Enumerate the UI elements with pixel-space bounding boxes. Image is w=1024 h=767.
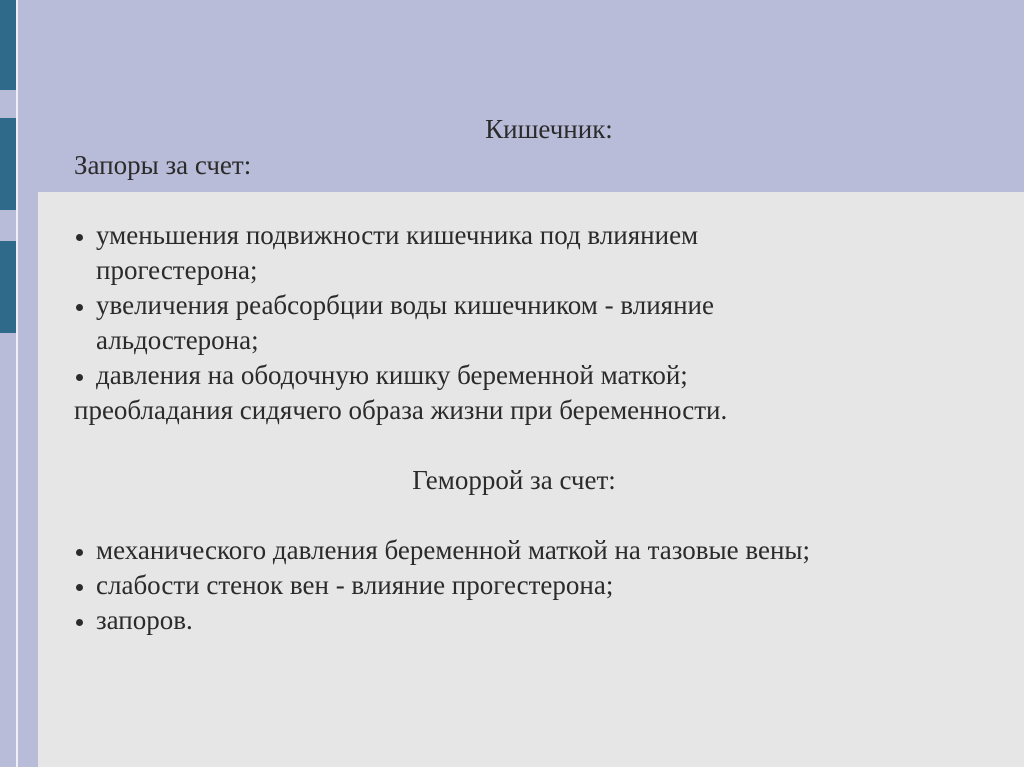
spacer [74, 428, 994, 463]
strip-edge [16, 0, 18, 767]
section1-list [74, 218, 994, 393]
slide-text [74, 112, 994, 638]
list-item: запоров. [74, 603, 994, 638]
section2-heading: Геморрой за счет: [412, 465, 616, 495]
list-item: слабости стенок вен - влияние прогестерона; [74, 568, 994, 603]
section2-list [74, 533, 994, 638]
list-item: давления на ободочную кишку беременной маткой; [74, 358, 994, 393]
slide-title: Кишечник: [485, 114, 613, 144]
left-decoration-strip [0, 0, 16, 767]
section1-tail: преобладания сидячего образа жизни при беременности. [74, 395, 728, 425]
list-item: увеличения реабсорбции воды кишечником - влияние альдостерона; [74, 288, 994, 358]
list-item: механического давления беременной маткой на тазовые вены; [74, 533, 994, 568]
accent-bar-middle [0, 118, 16, 210]
accent-bar-top [0, 0, 16, 90]
list-item: уменьшения подвижности кишечника под влиянием прогестерона; [74, 218, 994, 288]
spacer [74, 183, 994, 218]
section1-intro: Запоры за счет: [74, 150, 252, 180]
accent-bar-bottom [0, 241, 16, 333]
spacer [74, 498, 994, 533]
